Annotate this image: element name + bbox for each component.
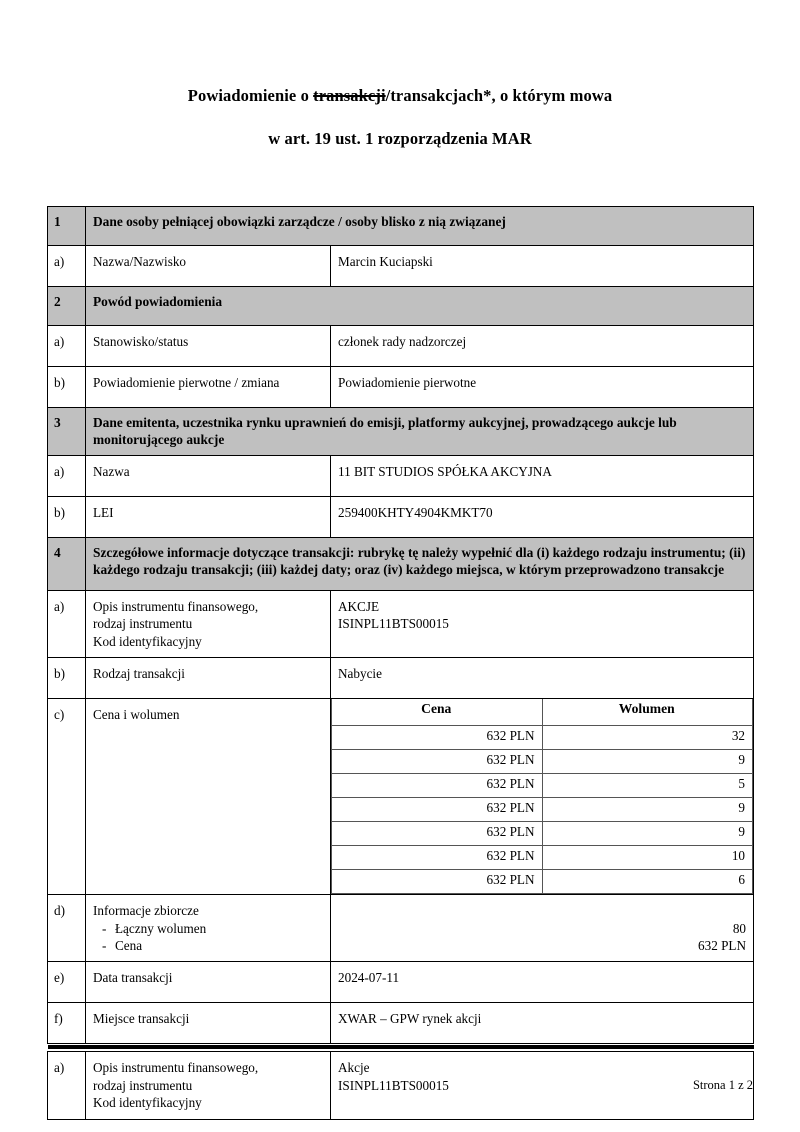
volume-cell: 9 bbox=[542, 822, 753, 846]
section-4-number-cell bbox=[48, 537, 86, 590]
section-2-heading-cell bbox=[86, 287, 754, 326]
table-row bbox=[48, 537, 754, 590]
table-row bbox=[48, 367, 754, 408]
row-3b-index-cell bbox=[48, 496, 86, 537]
row-4a-isin-code: ISINPL11BTS00015 bbox=[338, 616, 449, 632]
row-2a-label-cell bbox=[86, 326, 331, 367]
row-4a-label-line-1: Opis instrumentu finansowego, bbox=[93, 598, 259, 614]
row-4c-index: c) bbox=[54, 707, 65, 723]
row-1a-index: a) bbox=[54, 254, 65, 269]
section-4-heading: Szczegółowe informacje dotyczące transakcji: rubrykę tę należy wypełnić dla (i) każdego rodzaju instrumentu; (ii) każdego rodzaju transakcji; (iii) każdej daty; oraz (iv) każdego miejsca, w którym przeprowadzono transakcje bbox=[93, 544, 746, 578]
row-1a-index-cell bbox=[48, 246, 86, 287]
row-3a-index-cell bbox=[48, 455, 86, 496]
price-volume-row bbox=[332, 726, 753, 750]
row-4d-label bbox=[86, 895, 330, 961]
table-row bbox=[48, 1003, 754, 1044]
row-5a-value bbox=[331, 1052, 753, 1101]
row-2b-label-cell bbox=[86, 367, 331, 408]
price-cell: 632 PLN bbox=[332, 870, 543, 894]
section-3-heading: Dane emitenta, uczestnika rynku uprawnień do emisji, platformy aukcyjnej, prowadzącego aukcje lub monitorującego aukcje bbox=[93, 415, 677, 448]
row-1a-label-cell bbox=[86, 246, 331, 287]
page-footer: Strona 1 z 2 bbox=[692, 1078, 753, 1092]
table-row bbox=[48, 287, 754, 326]
section-4-number: 4 bbox=[54, 544, 61, 560]
row-2a-value-cell bbox=[331, 326, 754, 367]
row-1a-value: Marcin Kuciapski bbox=[338, 254, 433, 269]
row-4a-index: a) bbox=[54, 598, 65, 614]
row-4a-label-line-2: rodzaj instrumentu bbox=[93, 616, 193, 632]
table-row bbox=[48, 658, 754, 699]
row-4a-value bbox=[331, 591, 753, 640]
row-5a-label-line-1: Opis instrumentu finansowego, bbox=[93, 1060, 259, 1076]
row-5a-label-line-3: Kod identyfikacyjny bbox=[93, 1095, 202, 1111]
volume-cell: 9 bbox=[542, 750, 753, 774]
row-4d-total-volume-value: 80 bbox=[732, 920, 746, 936]
row-4c-value-cell bbox=[331, 699, 754, 895]
row-4d-index: d) bbox=[54, 903, 65, 919]
row-4b-index-cell bbox=[48, 658, 86, 699]
row-3b-value: 259400KHTY4904KMKT70 bbox=[338, 504, 493, 520]
title-prefix: Powiadomienie o bbox=[187, 86, 314, 105]
price-cell: 632 PLN bbox=[332, 726, 543, 750]
row-4a-value-cell bbox=[331, 590, 754, 657]
table-row bbox=[48, 962, 754, 1003]
row-4d-index-cell bbox=[48, 895, 86, 962]
volume-cell: 5 bbox=[542, 774, 753, 798]
section-2-number: 2 bbox=[54, 294, 61, 309]
row-4b-index: b) bbox=[54, 666, 65, 682]
section-2-number-cell bbox=[48, 287, 86, 326]
row-4b-value: Nabycie bbox=[338, 666, 382, 682]
row-2b-value-cell bbox=[331, 367, 754, 408]
price-cell: 632 PLN bbox=[332, 750, 543, 774]
row-3a-value: 11 BIT STUDIOS SPÓŁKA AKCYJNA bbox=[338, 463, 552, 479]
price-volume-row bbox=[332, 870, 753, 894]
row-2b-index: b) bbox=[54, 375, 65, 390]
row-3b-index: b) bbox=[54, 504, 65, 520]
price-cell: 632 PLN bbox=[332, 774, 543, 798]
row-3b-value-cell bbox=[331, 496, 754, 537]
row-4a-instrument-type: AKCJE bbox=[338, 598, 380, 614]
section-3-number-cell bbox=[48, 408, 86, 456]
section-1-number-cell bbox=[48, 207, 86, 246]
table-row bbox=[48, 246, 754, 287]
row-4b-label: Rodzaj transakcji bbox=[93, 666, 185, 682]
price-volume-table bbox=[331, 699, 753, 894]
volume-column-header: Wolumen bbox=[542, 699, 753, 726]
row-1a-label: Nazwa/Nazwisko bbox=[93, 254, 187, 269]
table-row bbox=[48, 590, 754, 657]
row-4e-index-cell bbox=[48, 962, 86, 1003]
volume-cell: 10 bbox=[542, 846, 753, 870]
row-4b-label-cell bbox=[86, 658, 331, 699]
row-1a-value-cell bbox=[331, 246, 754, 287]
row-4c-label: Cena i wolumen bbox=[93, 707, 180, 723]
row-2b-index-cell bbox=[48, 367, 86, 408]
row-5a-label-line-2: rodzaj instrumentu bbox=[93, 1077, 193, 1093]
row-4c-index-cell bbox=[48, 699, 86, 895]
row-3b-label-cell bbox=[86, 496, 331, 537]
row-4f-label-cell bbox=[86, 1003, 331, 1044]
section-4-heading-cell bbox=[86, 537, 754, 590]
row-2b-value: Powiadomienie pierwotne bbox=[338, 375, 477, 390]
row-3a-label-cell bbox=[86, 455, 331, 496]
row-2a-label: Stanowisko/status bbox=[93, 334, 189, 349]
row-4f-label: Miejsce transakcji bbox=[93, 1011, 190, 1027]
title-line-2: w art. 19 ust. 1 rozporządzenia MAR bbox=[268, 128, 532, 148]
title-struck-word: transakcji bbox=[313, 86, 386, 105]
row-4d-bullet-total-volume: - Łączny wolumen bbox=[93, 920, 324, 937]
row-4e-value-cell bbox=[331, 962, 754, 1003]
price-column-header: Cena bbox=[332, 699, 543, 726]
price-volume-header-row bbox=[332, 699, 753, 726]
row-4a-label-line-3: Kod identyfikacyjny bbox=[93, 633, 202, 649]
section-2-heading: Powód powiadomienia bbox=[93, 294, 223, 309]
row-4a-index-cell bbox=[48, 590, 86, 657]
row-4f-index-cell bbox=[48, 1003, 86, 1044]
section-1-heading: Dane osoby pełniącej obowiązki zarządcze / osoby blisko z nią związanej bbox=[93, 214, 506, 229]
section-3-number: 3 bbox=[54, 415, 61, 430]
row-3a-label: Nazwa bbox=[93, 463, 130, 479]
row-4f-venue-value: XWAR – GPW rynek akcji bbox=[338, 1011, 482, 1027]
volume-cell: 32 bbox=[542, 726, 753, 750]
row-2b-label: Powiadomienie pierwotne / zmiana bbox=[93, 375, 280, 390]
title-suffix: /transakcjach*, o którym mowa bbox=[385, 86, 613, 105]
row-4d-bullet-price: - Cena bbox=[93, 937, 324, 954]
row-4e-label-cell bbox=[86, 962, 331, 1003]
row-4c-label-cell bbox=[86, 699, 331, 895]
price-volume-row bbox=[332, 798, 753, 822]
price-cell: 632 PLN bbox=[332, 846, 543, 870]
row-4a-label bbox=[86, 591, 330, 657]
table-row bbox=[48, 207, 754, 246]
table-row bbox=[48, 895, 754, 962]
row-4b-value-cell bbox=[331, 658, 754, 699]
row-3a-index: a) bbox=[54, 463, 65, 479]
row-4d-value bbox=[331, 895, 753, 961]
title-line-1 bbox=[0, 86, 800, 106]
table-row bbox=[48, 455, 754, 496]
row-5a-instrument-type: Akcje bbox=[338, 1060, 370, 1076]
row-4e-index: e) bbox=[54, 970, 65, 986]
row-4f-value-cell bbox=[331, 1003, 754, 1044]
row-4e-transaction-date: 2024-07-11 bbox=[338, 970, 400, 986]
table-row bbox=[48, 496, 754, 537]
price-volume-row bbox=[332, 846, 753, 870]
table-row bbox=[48, 408, 754, 456]
price-volume-row bbox=[332, 822, 753, 846]
row-5a-index: a) bbox=[54, 1060, 65, 1076]
notification-table bbox=[47, 206, 754, 1120]
volume-cell: 6 bbox=[542, 870, 753, 894]
page-break-separator-row bbox=[48, 1044, 754, 1052]
table-row bbox=[48, 699, 754, 895]
row-5a-isin-code: ISINPL11BTS00015 bbox=[338, 1077, 449, 1093]
row-4d-bullet-list bbox=[93, 920, 324, 954]
row-3a-value-cell bbox=[331, 455, 754, 496]
row-3b-label: LEI bbox=[93, 504, 114, 520]
volume-cell: 9 bbox=[542, 798, 753, 822]
row-4d-value-cell bbox=[331, 895, 754, 962]
page-break-bar bbox=[48, 1045, 754, 1049]
row-4d-price-value: 632 PLN bbox=[698, 937, 746, 953]
row-4a-label-cell bbox=[86, 590, 331, 657]
document-title bbox=[0, 86, 800, 149]
section-3-heading-cell bbox=[86, 408, 754, 456]
row-4e-label: Data transakcji bbox=[93, 970, 173, 986]
row-2a-index: a) bbox=[54, 334, 65, 349]
row-4d-label-cell bbox=[86, 895, 331, 962]
price-cell: 632 PLN bbox=[332, 822, 543, 846]
price-volume-row bbox=[332, 750, 753, 774]
price-volume-row bbox=[332, 774, 753, 798]
section-1-number: 1 bbox=[54, 214, 61, 229]
table-row bbox=[48, 326, 754, 367]
row-4f-index: f) bbox=[54, 1011, 63, 1027]
page-break-separator-cell bbox=[48, 1044, 754, 1052]
row-2a-value: członek rady nadzorczej bbox=[338, 334, 467, 349]
row-4d-label-title: Informacje zbiorcze bbox=[93, 903, 199, 919]
row-2a-index-cell bbox=[48, 326, 86, 367]
section-1-heading-cell bbox=[86, 207, 754, 246]
price-cell: 632 PLN bbox=[332, 798, 543, 822]
